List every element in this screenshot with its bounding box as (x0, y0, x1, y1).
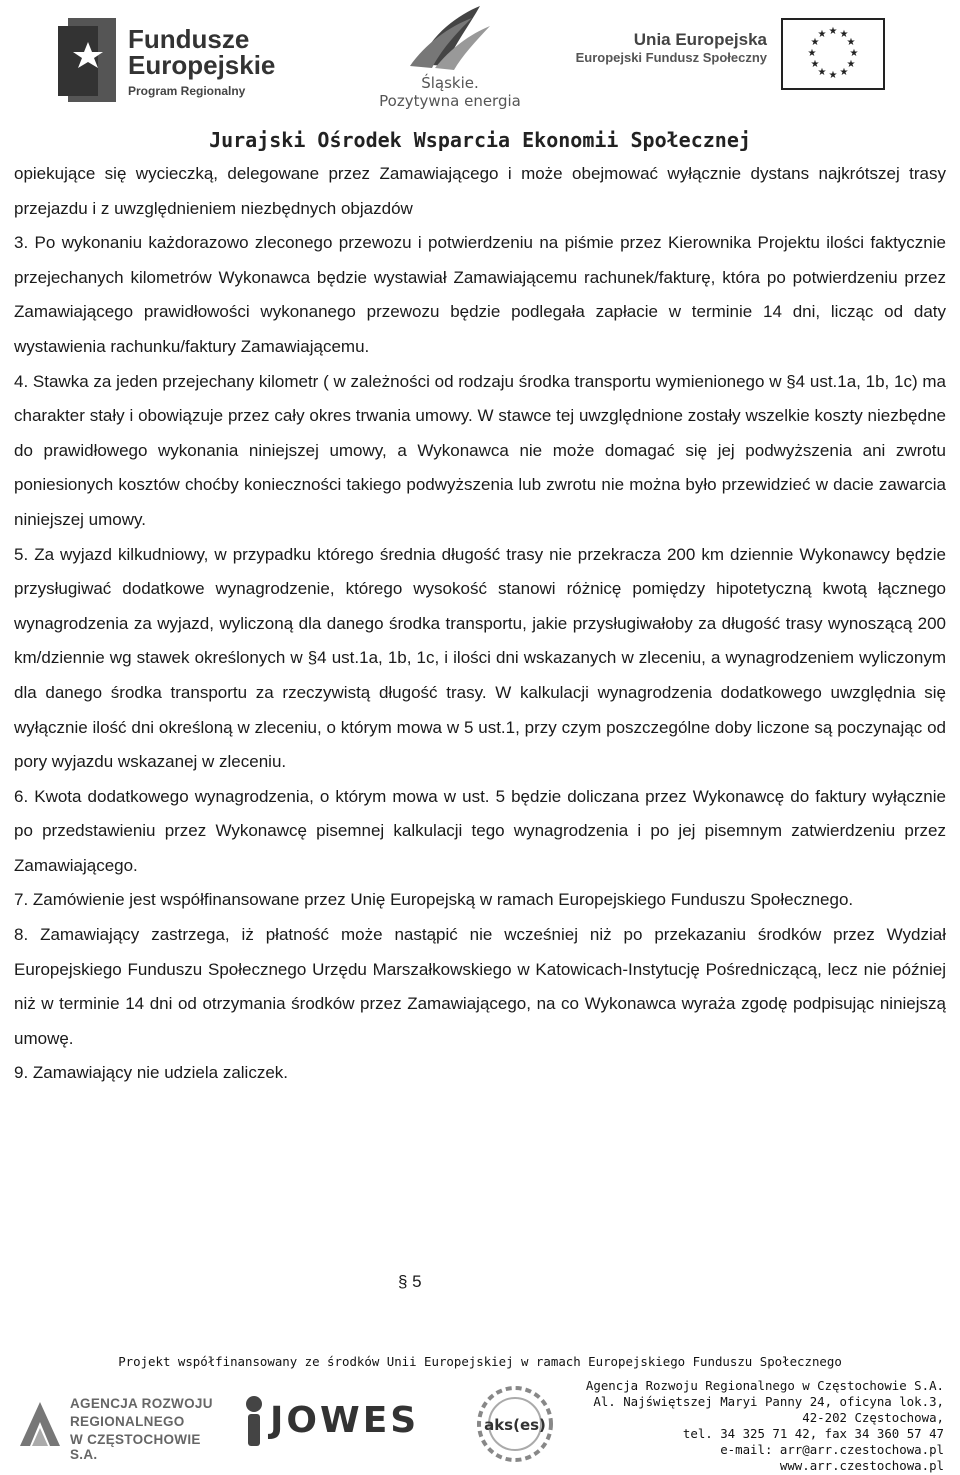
contact-block (584, 1378, 944, 1474)
eu-logo (575, 18, 885, 93)
svg-text:★: ★ (849, 48, 859, 59)
footer-logos (0, 1376, 600, 1471)
paragraph-6: 6. Kwota dodatkowego wynagrodzenia, o którym mowa w ust. 5 będzie doliczana przez Wykonawcę do faktury wyłącznie po przedstawieniu przez Wykonawcę pisemnej kalkulacji tego wynagrodzenia i po jej pisemnym zatwierdzeniu przez Zamawiającego. (14, 786, 946, 875)
arr-logo-line2: REGIONALNEGO (70, 1414, 185, 1429)
contact-line-email[interactable]: e-mail: arr@arr.czestochowa.pl (720, 1442, 944, 1457)
svg-text:★: ★ (846, 59, 856, 70)
paragraph-9: 9. Zamawiający nie udziela zaliczek. (14, 1063, 289, 1083)
svg-text:★: ★ (828, 70, 838, 81)
jowes-logo-text: JOWES (270, 1400, 420, 1441)
jowes-mark-icon (240, 1394, 268, 1450)
organization-title: Jurajski Ośrodek Wsparcia Ekonomii Społecznej (209, 128, 751, 152)
arr-logo (16, 1386, 216, 1466)
fundusze-europejskie-logo (58, 16, 288, 104)
eu-logo-line2: Europejski Fundusz Społeczny (575, 50, 767, 65)
paragraph-continuation: opiekujące się wycieczką, delegowane przez Zamawiającego i może obejmować wyłącznie dystans najkrótszej trasy przejazdu i z uwzględnieniem niezbędnych objazdów (14, 164, 946, 218)
slaskie-logo-line2: Pozytywna energia (379, 92, 521, 110)
slaskie-logo (375, 4, 535, 114)
page-number: § 5 (398, 1272, 422, 1291)
akses-logo (470, 1384, 560, 1469)
svg-text:★: ★ (839, 67, 849, 78)
slaskie-logo-line1: Śląskie. (421, 74, 479, 92)
header-logos (0, 0, 960, 125)
paragraph-4: 4. Stawka za jeden przejechany kilometr ( w zależności od rodzaju środka transportu wymienionego w §4 ust.1a, 1b, 1c) ma charakter stały i obowiązuje przez cały okres trwania umowy. W stawce tej uwzględnione zostały wszelkie koszty niezbędne do prawidłowego wykonania niniejszej umowy, a Wykonawca nie może domagać się jej podwyższenia ani zwrotu poniesionych kosztów choćby konieczności takiego podwyższenia lub zwrotu nie można było przewidzieć w dacie zawarcia niniejszej umowy. (14, 371, 946, 529)
slaskie-wave-icon (380, 4, 530, 74)
paragraph-7: 7. Zamówienie jest współfinansowane przez Unię Europejską w ramach Europejskiego Funduszu Społecznego. (14, 890, 854, 910)
jowes-logo (240, 1394, 420, 1455)
contact-line-address: Al. Najświętszej Maryi Panny 24, oficyna lok.3, (593, 1394, 944, 1409)
contact-line-org: Agencja Rozwoju Regionalnego w Częstochowie S.A. (585, 1378, 944, 1393)
arr-logo-line1: AGENCJA ROZWOJU (70, 1396, 213, 1411)
svg-text:★: ★ (807, 48, 817, 59)
arr-logo-line3: W CZĘSTOCHOWIE S.A. (70, 1432, 201, 1462)
svg-text:★: ★ (817, 29, 827, 40)
eu-logo-line1: Unia Europejska (633, 30, 767, 49)
svg-text:★: ★ (846, 37, 856, 48)
cofinancing-note: Projekt współfinansowany ze środków Unii Europejskiej w ramach Europejskiego Funduszu Społecznego (118, 1354, 842, 1369)
fe-logo-line3: Program Regionalny (128, 84, 246, 98)
svg-text:★: ★ (828, 26, 838, 37)
eu-flag-icon (781, 18, 885, 90)
svg-text:★: ★ (810, 37, 820, 48)
paragraph-5: 5. Za wyjazd kilkudniowy, w przypadku którego średnia długość trasy nie przekracza 200 km dziennie Wykonawcy będzie przysługiwać dodatkowe wynagrodzenie, którego wysokość stanowi różnicę pomiędzy hipotetyczną kwotą łącznego wynagrodzenia za wyjazd, wyliczoną dla danego środka transportu, jakie przysługiwałoby za długość trasy wynoszącą 200 km/dziennie wg stawek określonych w §4 ust.1a, 1b, 1c, i ilości dni wskazanych w zleceniu, a wynagrodzeniem wyliczonym dla danego środka transportu za rzeczywistą długość trasy. W kalkulacji wynagrodzenia dodatkowego uwzględnia się wyłącznie ilość dni określoną w zleceniu, o którym mowa w 5 ust.1, przy czym poszczególne doby liczone są poczynając od pory wyjazdu wskazanej w zleceniu. (14, 544, 946, 772)
fe-logo-line2: Europejskie (128, 50, 276, 80)
paragraph-3: 3. Po wykonaniu każdorazowo zleconego przewozu i potwierdzeniu na piśmie przez Kierownika Projektu ilości faktycznie przejechanych kilometrów Wykonawca będzie wystawiał Zamawiającemu rachunek/fakturę, która po potwierdzeniu przez Zamawiającego prawidłowości wykonanego przewozu będzie podlegała zapłacie w terminie 14 dni, licząc od daty wystawienia rachunku/faktury Zamawiającemu. (14, 233, 946, 356)
akses-circle-icon (470, 1384, 560, 1464)
akses-logo-text: aks(es) (484, 1416, 546, 1434)
contact-line-phone: tel. 34 325 71 42, fax 34 360 57 47 (682, 1426, 944, 1441)
document-body (14, 157, 946, 1091)
svg-text:★: ★ (817, 67, 827, 78)
fe-logo-line1: Fundusze (128, 24, 250, 54)
contact-line-website[interactable]: www.arr.czestochowa.pl (779, 1458, 944, 1473)
paragraph-8: 8. Zamawiający zastrzega, iż płatność może nastąpić nie wcześniej niż po przekazaniu środków przez Wydział Europejskiego Funduszu Społecznego Urzędu Marszałkowskiego w Katowicach-Instytucję Pośredniczącą, lecz nie później niż w terminie 14 dni od otrzymania środków przez Zamawiającego, na co Wykonawca wyraża zgodę podpisując niniejszą umowę. (14, 925, 946, 1048)
svg-text:★: ★ (839, 29, 849, 40)
fe-star-icon (58, 16, 120, 104)
svg-text:★: ★ (810, 59, 820, 70)
contact-line-city: 42-202 Częstochowa, (802, 1410, 944, 1425)
arr-mark-icon (16, 1398, 64, 1450)
